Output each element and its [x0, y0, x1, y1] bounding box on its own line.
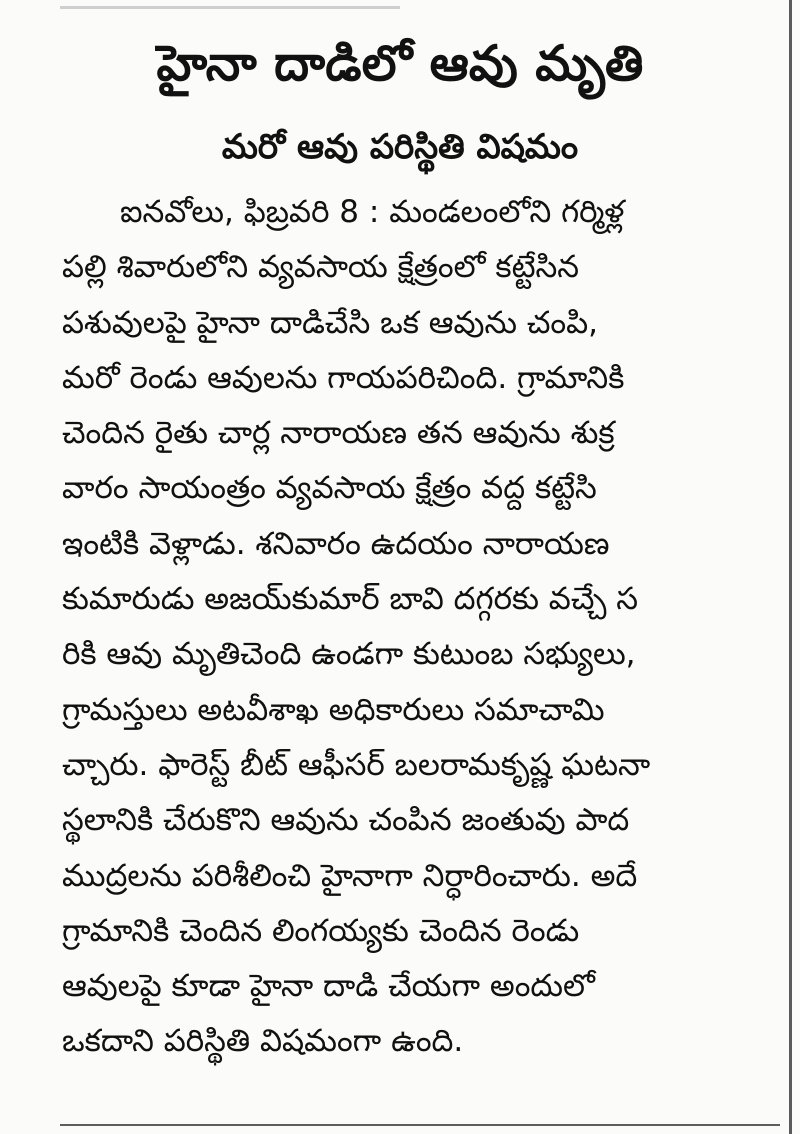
article-line: ఆవులపై కూడా హైనా దాడి చేయగా అందులో — [62, 968, 595, 1005]
article-line: చ్చారు. ఫారెస్ట్ బీట్ ఆఫీసర్ బలరామకృష్ణ ఘటనా — [62, 746, 651, 783]
article-line: ఐనవోలు, ఫిబ్రవరి 8 : మండలంలోని గర్మిళ్ల — [120, 194, 625, 230]
article-line: ముద్రలను పరిశీలించి హైనాగా నిర్ధారించారు. అదే — [62, 857, 638, 894]
article-line: చెందిన రైతు చార్ల నారాయణ తన ఆవును శుక్ర — [62, 415, 615, 452]
clipped-header-strip — [0, 0, 800, 14]
article-line: గ్రామస్తులు అటవీశాఖ అధికారులు సమాచామి — [62, 691, 605, 728]
bottom-divider — [60, 1124, 780, 1126]
article-line: ఇంటికి వెళ్లాడు. శనివారం ఉదయం నారాయణ — [62, 525, 610, 562]
article-line: కుమారుడు అజయ్‌కుమార్ బావి దగ్గరకు వచ్చే స — [62, 581, 639, 618]
article-subheadline: మరో ఆవు పరిస్థితి విషమం — [221, 127, 579, 167]
article-line: వారం సాయంత్రం వ్యవసాయ క్షేత్రం వద్ద కట్టేసి — [62, 470, 597, 507]
article-body — [62, 185, 744, 1070]
article-line: పశువులపై హైనా దాడిచేసి ఒక ఆవును చంపి, — [62, 304, 598, 341]
article-line: గ్రామానికి చెందిన లింగయ్యకు చెందిన రెండు — [62, 912, 580, 949]
article-line: పల్లి శివారులోని వ్యవసాయ క్షేత్రంలో కట్టేసిన — [62, 249, 580, 286]
clipped-header-rule — [60, 6, 400, 9]
column-divider-right — [789, 0, 792, 1134]
article-headline: హైనా దాడిలో ఆవు మృతి — [156, 35, 644, 92]
article-line: స్థలానికి చేరుకొని ఆవును చంపిన జంతువు పాద — [62, 802, 630, 839]
article-line: ఒకదాని పరిస్థితి విషమంగా ఉంది. — [62, 1023, 464, 1060]
article-line: రికి ఆవు మృతిచెంది ఉండగా కుటుంబ సభ్యులు, — [62, 636, 636, 673]
article-line: మరో రెండు ఆవులను గాయపరిచింది. గ్రామానికి — [62, 359, 625, 396]
